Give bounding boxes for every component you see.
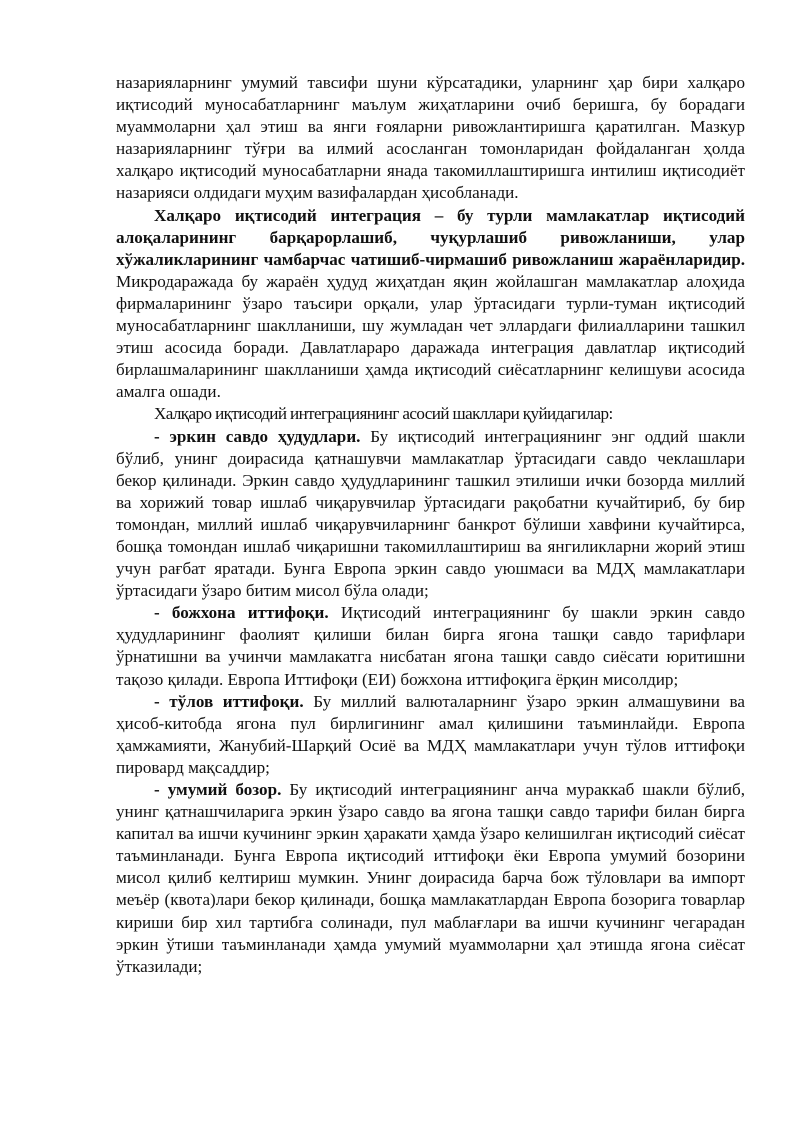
- list-item-term: - божхона иттифоқи.: [154, 603, 329, 623]
- list-item: [116, 779, 745, 978]
- list-item: [116, 691, 745, 779]
- list-item-text: Бу иқтисодий интеграциянинг энг оддий шакли бўлиб, унинг доирасида қатнашувчи мамлакатлар ўртасидаги савдо чеклашлари бекор қилинади. Эркин савдо ҳудудларининг ташкил этилиши ички бозорда миллий ва хорижий товар ишлаб чиқарувчилар ўртасидаги рақобатни кучайтириб, бу бир томондан, миллий ишлаб чиқарувчиларнинг банкрот бўлиши хавфини кучайтирса, бошқа томондан ишлаб чиқаришни такомиллаштириш ва янгиликларни жорий этиш учун рағбат яратади. Бунга Европа эркин савдо уюшмаси ва МДҲ мамлакатлари ўртасидаги ўзаро битим мисол бўла олади;: [116, 426, 745, 601]
- list-item-text: Иқтисодий интеграциянинг бу шакли эркин савдо ҳудудларининг фаолият қилиши билан бирга ягона ташқи савдо тарифлари ўрнатишни ва учинчи мамлакатга нисбатан ягона ташқи савдо сиёсати юритишни тақозо қилади. Европа Иттифоқи (ЕИ) божхона иттифоқига ёрқин мисолдир;: [116, 603, 745, 689]
- list-item-term: - умумий бозор.: [154, 780, 282, 799]
- integration-definition-paragraph: [116, 205, 745, 404]
- list-item: [116, 426, 745, 603]
- list-item-term: - тўлов иттифоқи.: [154, 691, 304, 711]
- intro-paragraph: назарияларнинг умумий тавсифи шуни кўрсатадики, уларнинг ҳар бири халқаро иқтисодий муносабатларнинг маълум жиҳатларини очиб беришга, бу борадаги муаммоларни ҳал этиш ва янги ғояларни ривожлантиришга қаратилган. Мазкур назарияларнинг тўғри ва илмий асосланган томонларидан фойдаланган ҳолда халқаро иқтисодий муносабатларни янада такомиллаштиришга интилиш иқтисодиёт назарияси олдидаги муҳим вазифалардан ҳисобланади.: [116, 73, 745, 203]
- list-item-term: - эркин савдо ҳудудлари.: [154, 426, 361, 446]
- integration-definition-term: Халқаро иқтисодий интеграция – бу турли мамлакатлар иқтисодий алоқаларининг барқарорлашиб, чуқурлашиб ривожланиши, улар хўжаликларининг чамбарчас чатишиб-чирмашиб ривожланиш жараёнларидир.: [116, 205, 745, 269]
- list-item-text: Бу миллий валюталарнинг ўзаро эркин алмашувини ва ҳисоб-китобда ягона пул бирлигининг амал қилишини таъминлайди. Европа ҳамжамияти, Жанубий-Шарқий Осиё ва МДҲ мамлакатлари учун тўлов иттифоқи пировард мақсаддир;: [116, 691, 745, 777]
- forms-intro-paragraph: Халқаро иқтисодий интеграциянинг асосий шакллари қуйидагилар:: [154, 404, 613, 424]
- list-item: [116, 602, 745, 690]
- list-item-text: Бу иқтисодий интеграциянинг анча мураккаб шакли бўлиб, унинг қатнашчиларига эркин ўзаро савдо ва ягона ташқи савдо тарифи билан бирга капитал ва ишчи кучининг эркин ҳаракати ҳамда ўзаро келишилган иқтисодий сиёсат таъминланади. Бунга Европа иқтисодий иттифоқи ёки Европа умумий бозорини мисол қилиб келтириш мумкин. Унинг доирасида барча бож тўловлари ва импорт меъёр (квота)лари бекор қилинади, бошқа мамлакатлардан Европа бозорига товарлар кириши бир хил тартибга солинади, пул маблағлари ва ишчи кучининг чегарадан эркин ўтиши таъминланади ҳамда умумий муаммоларни ҳал этишда ягона сиёсат ўтказилади;: [116, 780, 746, 976]
- integration-definition-text: Микродаражада бу жараён ҳудуд жиҳатдан яқин жойлашган мамлакатлар алоҳида фирмаларининг ўзаро таъсири орқали, улар ўртасидаги турли-туман иқтисодий муносабатларнинг шаклланиши, шу жумладан чет эллардаги филиалларини ташкил этиш асосида боради. Давлатлараро даражада интеграция давлатлар иқтисодий бирлашмаларининг шаклланиши ҳамда иқтисодий сиёсатларнинг келишуви асосида амалга ошади.: [116, 271, 745, 402]
